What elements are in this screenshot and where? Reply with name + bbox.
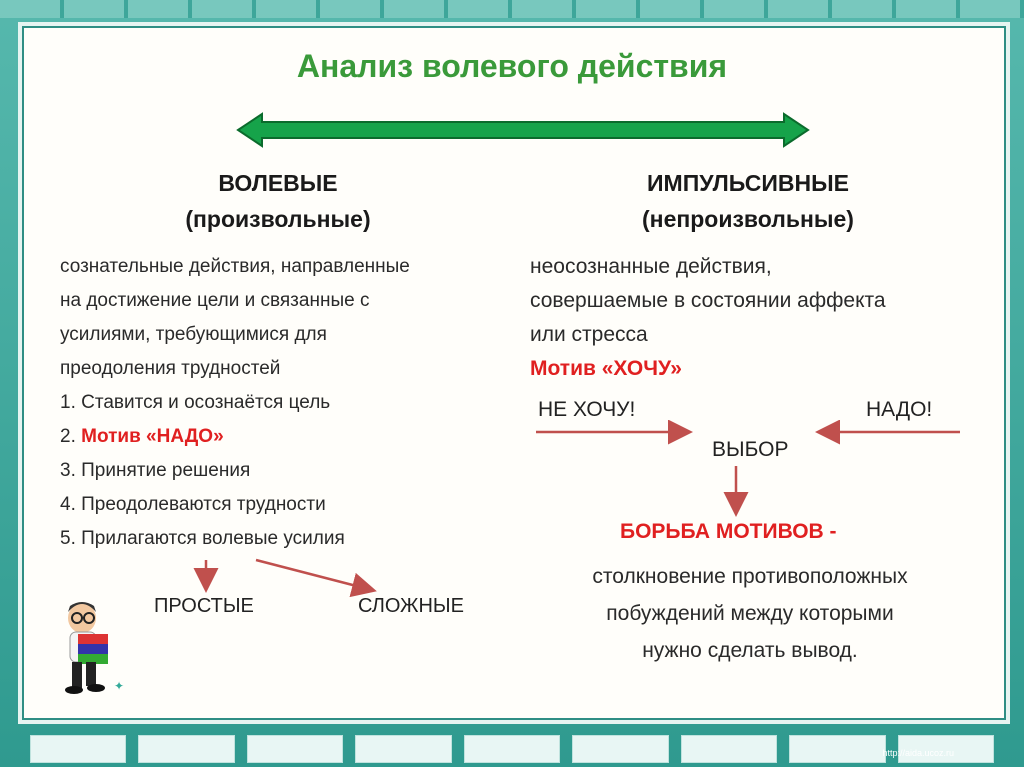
choice-label: ВЫБОР — [712, 438, 789, 461]
simple-label: ПРОСТЫЕ — [154, 595, 254, 617]
left-desc-line: на достижение цели и связанные с — [60, 290, 370, 311]
step-3: 3. Принятие решения — [60, 460, 251, 481]
step-2: 2. Мотив «НАДО» — [60, 426, 224, 447]
arrow-to-complex — [256, 560, 372, 590]
double-arrow-icon — [236, 112, 810, 148]
student-figure-icon — [48, 598, 140, 702]
struggle-description — [530, 558, 970, 669]
motive-want: Мотив «ХОЧУ» — [530, 357, 682, 380]
top-border — [0, 0, 1024, 18]
right-desc-line: или стресса — [530, 323, 648, 346]
struggle-line: столкновение противоположных — [592, 565, 908, 588]
left-heading-sub: (произвольные) — [185, 206, 371, 232]
must-label: НАДО! — [866, 398, 933, 421]
bottom-decoration — [30, 735, 994, 763]
right-desc-line: неосознанные действия, — [530, 255, 772, 278]
svg-text:✦: ✦ — [114, 679, 125, 693]
struggle-line: побуждений между которыми — [606, 602, 894, 625]
step-5: 5. Прилагаются волевые усилия — [60, 528, 345, 549]
right-description — [530, 250, 990, 386]
left-description — [60, 250, 520, 556]
slide-title: Анализ волевого действия — [296, 48, 728, 84]
branch-arrows — [190, 556, 390, 600]
step-4: 4. Преодолеваются трудности — [60, 494, 326, 515]
struggle-line: нужно сделать вывод. — [642, 639, 858, 662]
left-heading-main: ВОЛЕВЫЕ — [218, 170, 338, 196]
struggle-title: БОРЬБА МОТИВОВ - — [620, 520, 837, 543]
credit-link[interactable]: http://aida.ucoz.ru — [882, 748, 954, 758]
right-desc-line: совершаемые в состоянии аффекта — [530, 289, 886, 312]
right-heading-sub: (непроизвольные) — [642, 206, 854, 232]
left-desc-line: преодоления трудностей — [60, 358, 281, 379]
left-heading — [150, 165, 406, 237]
choice-arrows — [530, 420, 970, 520]
left-desc-line: усилиями, требующимися для — [60, 324, 327, 345]
step-1: 1. Ставится и осознаётся цель — [60, 392, 331, 413]
left-desc-line: сознательные действия, направленные — [60, 256, 410, 277]
right-heading-main: ИМПУЛЬСИВНЫЕ — [647, 170, 849, 196]
no-want-label: НЕ ХОЧУ! — [538, 398, 636, 421]
complex-label: СЛОЖНЫЕ — [358, 595, 464, 617]
right-heading — [600, 165, 896, 237]
